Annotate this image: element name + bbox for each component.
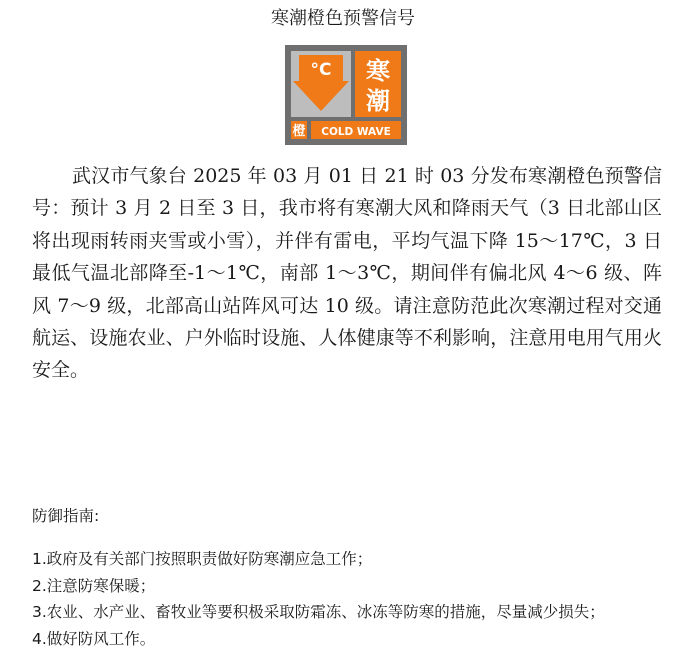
svg-text:橙: 橙 [292, 124, 306, 139]
defense-guide [32, 502, 672, 652]
page-title: 寒潮橙色预警信号 [271, 8, 415, 29]
guide-heading: 防御指南: [32, 507, 100, 525]
list-item: 4.做好防风工作。 [32, 629, 156, 648]
warning-body-text: 武汉市气象台 2025 年 03 月 01 日 21 时 03 分发布寒潮橙色预警信号：预计 3 月 2 日至 3 日，我市将有寒潮大风和降雨天气（3 日北部山区将出现雨转雨夹雪或小雪），并伴有雷电，平均气温下降 15～17℃，3 日最低气温北部降至-1～1℃，南部 1～3℃，期间伴有偏北风 4～6 级、阵风 7～9 级，北部高山站阵风可达 10 级。请注意防范此次寒潮过程对交通航运、设施农业、户外临时设施、人体健康等不利影响，注意用电用气用火安全。 [32, 165, 662, 382]
svg-text:潮: 潮 [366, 87, 390, 115]
list-item: 3.农业、水产业、畜牧业等要积极采取防霜冻、冰冻等防寒的措施，尽量减少损失； [32, 603, 605, 621]
list-item: 1.政府及有关部门按照职责做好防寒潮应急工作； [32, 550, 373, 568]
cold-wave-orange-warning-icon [285, 45, 407, 145]
list-item: 2.注意防寒保暖； [32, 576, 156, 595]
guide-list [32, 546, 672, 652]
svg-text:COLD WAVE: COLD WAVE [321, 126, 391, 138]
svg-text:寒: 寒 [366, 57, 390, 85]
degree-celsius-icon: °C [310, 60, 332, 80]
